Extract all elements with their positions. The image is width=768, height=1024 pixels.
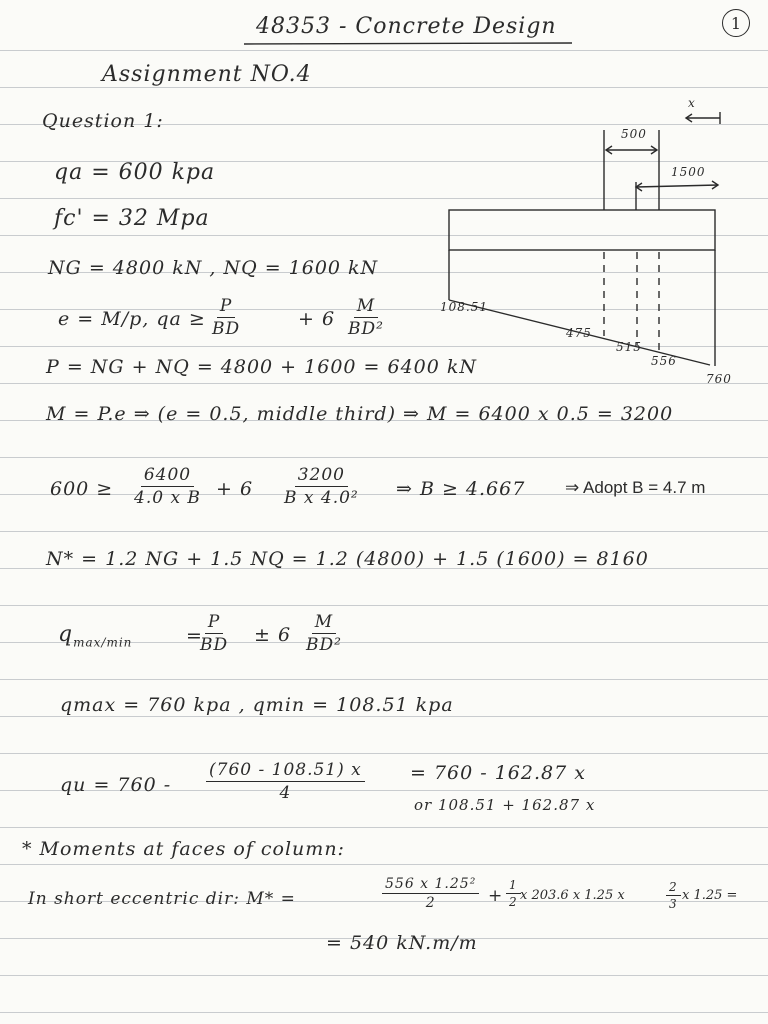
- pressure-475-label: 475: [566, 326, 592, 340]
- eq1-plus: + 6: [298, 308, 336, 330]
- x-direction-label: x: [688, 96, 696, 110]
- eq-moment-f1-num: 556 x 1.25²: [382, 876, 479, 894]
- eq-moment-third-den: 3: [669, 897, 678, 911]
- eq-q-f1-den: BD: [200, 635, 229, 655]
- eq1-f1-den: BD: [212, 319, 241, 339]
- eq1-f2-den: BD²: [348, 319, 384, 339]
- eq-moment-plus: +: [488, 886, 504, 906]
- eq-n: N* = 1.2 NG + 1.5 NQ = 1.2 (4800) + 1.5 (1600) = 8160: [46, 548, 649, 570]
- eq1-f2-num: M: [354, 296, 378, 318]
- eq-b-result: ⇒ B ≥ 4.667: [396, 478, 526, 500]
- page-title: 48353 - Concrete Design: [256, 14, 557, 39]
- page-number: 1: [730, 13, 742, 33]
- eq-qu-num: (760 - 108.51) x: [206, 760, 365, 782]
- pressure-556-label: 556: [651, 354, 677, 368]
- eq-moment-mid: x 203.6 x 1.25 x: [520, 888, 625, 903]
- given-loads: NG = 4800 kN , NQ = 1600 kN: [48, 257, 379, 279]
- eq-moment-lhs: In short eccentric dir: M* =: [28, 889, 296, 909]
- eq-qu-result: = 760 - 162.87 x: [410, 762, 586, 784]
- eq-q-f2-den: BD²: [306, 635, 342, 655]
- eq-qu-den: 4: [279, 783, 292, 803]
- question-heading: Question 1:: [42, 110, 164, 132]
- pressure-left-label: 108.51: [440, 300, 488, 314]
- eq-moment-f1-den: 2: [425, 895, 436, 911]
- given-fc: fc' = 32 Mpa: [54, 206, 210, 231]
- given-qa: qa = 600 kpa: [54, 160, 216, 185]
- assignment-heading: Assignment NO.4: [102, 62, 312, 87]
- eq-b-f2-num: 3200: [295, 465, 348, 487]
- eq-moment-half-num: 1: [506, 878, 521, 894]
- eq1-lhs: e = M/p, qa ≥: [58, 308, 206, 330]
- eq-b-lhs: 600 ≥: [50, 478, 114, 500]
- eq-moment-third-num: 2: [666, 880, 681, 896]
- eq-result: = 540 kN.m/m: [326, 932, 478, 954]
- eq-b-adopt: ⇒ Adopt B = 4.7 m: [565, 478, 706, 497]
- eq-q-pm: ± 6: [254, 624, 292, 646]
- eq-q-subscript: max/min: [73, 635, 133, 650]
- moments-heading: * Moments at faces of column:: [22, 838, 345, 860]
- eq-q-symbol: q: [58, 622, 74, 647]
- eq-q-eq: =: [186, 625, 203, 647]
- eq1-f1-num: P: [217, 296, 235, 318]
- eq-qu-alt: or 108.51 + 162.87 x: [414, 796, 596, 814]
- eq-b-f2-den: B x 4.0²: [284, 488, 359, 508]
- dim-column-label: 500: [621, 127, 647, 141]
- eq-values: qmax = 760 kpa , qmin = 108.51 kpa: [60, 694, 454, 716]
- eq-m: M = P.e ⇒ (e = 0.5, middle third) ⇒ M = 6400 x 0.5 = 3200: [46, 403, 674, 425]
- pressure-right-label: 760: [706, 372, 732, 386]
- eq-qu-lhs: qu = 760 -: [60, 774, 172, 796]
- pressure-515-label: 515: [616, 340, 642, 354]
- eq-b-plus: + 6: [216, 478, 254, 500]
- eq-p: P = NG + NQ = 4800 + 1600 = 6400 kN: [46, 356, 478, 378]
- eq-b-f1-den: 4.0 x B: [134, 488, 201, 508]
- eq-q-f2-num: M: [312, 612, 336, 634]
- dim-offset-label: 1500: [671, 165, 706, 179]
- eq-moment-tail: x 1.25 =: [682, 888, 738, 903]
- eq-moment-half-den: 2: [509, 895, 518, 909]
- eq-q-f1-num: P: [205, 612, 223, 634]
- eq-b-f1-num: 6400: [141, 465, 194, 487]
